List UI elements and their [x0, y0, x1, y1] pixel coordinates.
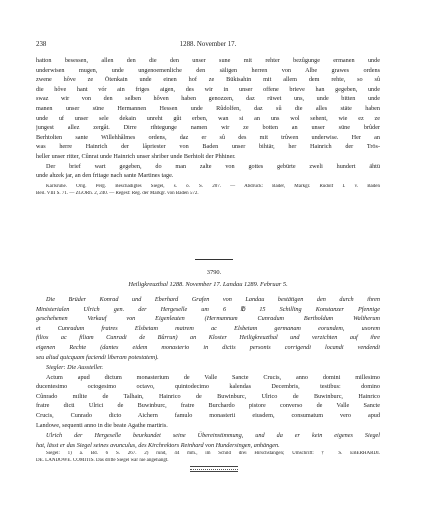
closing-summary [36, 431, 380, 450]
text-line: heller unser ritter, Cûnrat unde Hainrich unser shriber unde Berhtolt der Phhiner. [36, 153, 236, 161]
text-line: underwisen mugen, unde ungenoemenliche den säligen herren von Albe grawes ordens [36, 66, 380, 74]
text-line: manen unser süne Hermannen Hessen unde Rûdolfen, daz sû die alles stäte haben [36, 105, 380, 113]
latin-line: ducentesimo octogesimo octavo, quintodecimo kalendas Decembris, testibus: domino [36, 383, 380, 391]
summary-line: Ministerialen Ulrich gen. der Hergeselle um 6 ℔ 15 Schilling Konstanzer Pfennige [36, 305, 380, 313]
summary-line: filios ac filiam Cunradi de Bûrrun) an Kloster Heiligkreuzthal und verzichten auf ihre [36, 334, 380, 342]
note-line: DE. LANDOWE. COMITIS. Das dritte Siegel war nie angehängt. [36, 457, 169, 463]
document-date: Heiligkreuzthal 1288. November 17. Landau 1289. Februar 5. [128, 281, 288, 288]
document-number: 3790. [206, 269, 222, 276]
summary-line: geschehenen Verkauf von Eigenleuten (Hermannum Cunradum Bertholdum Waltherum [36, 315, 380, 323]
seal-notes [36, 451, 380, 465]
page-header [36, 40, 380, 49]
latin-text [36, 363, 380, 430]
latin-line: Landowe, sequenti anno in die beate Agathe martiris. [36, 421, 168, 429]
note-line: Karlsruhe. Orig. Perg. Beschädigtes Siegel, s. o. S. 207. — Abdruck: Bader, Markgr. Rudolf I. v. Baden [46, 184, 380, 189]
summary-line: seu aliud quicquam faciendi liberam potestatem). [36, 353, 159, 361]
running-title: 1288. November 17. [179, 41, 237, 48]
text-line: swaz wir von den selben hôven haben genozzen, daz rüwet uns, unde bitten unde [36, 95, 380, 103]
summary-line: et Cunradum fratres Elsbetam matrem ac Elsbetam germanam eorundem, uxorem [36, 324, 380, 332]
source-notes [36, 184, 380, 198]
sealer-line: Siegler: Die Aussteller. [46, 364, 104, 371]
latin-line: Cûnrado milite de Talhain, Hainrico de Buwinburc, Ulrico de Buwinburc, Hainrico [36, 392, 380, 400]
latin-line: Actum apud dictum monasterium de Valle Sancte Crucis, anno domini millesimo [46, 373, 380, 381]
text-line: hatton besessen, allen den die den unser sune mit rehter bezûgunge ermanen unde [36, 57, 380, 64]
text-line: jungest allez zergât. Dirre rihtegunge namen wir ze botten an unser süne brûder [36, 124, 380, 132]
regest-summary [36, 295, 380, 362]
page-number: 238 [36, 41, 47, 48]
text-line: unde uf unser sele dekain unreht gût erben, wan si an uns wol sehent, wie ez ze [36, 114, 380, 122]
latin-line: fratre dicti Ulrici de Buwinburc, fratre Burchardo pistore converso de Valle Sancte [36, 402, 380, 410]
summary-line: Die Brüder Konrad und Eberhard Grafen von Landau bestätigen den durch ihren [46, 296, 380, 303]
main-text [36, 56, 380, 181]
note-line: Beil. VIII S. 71. — ZGORh. 2, 240. — Regest: Reg. der Markgr. von Baden 572. [36, 190, 199, 196]
text-line: die hôve hant vór ain friges aigen, des wir in unser offene brieve han gegeben, unde [36, 85, 380, 93]
closing-line: hat, lässt er das Siegel seines avunculus, des Kirchrektors Reinhard von Hundersingen, anhängen. [36, 441, 280, 449]
end-ornament [190, 466, 238, 472]
text-line: Der brief wart gegeben, do man zalte von gottes gebürte zweli hundert ähtü [46, 162, 380, 170]
closing-line: Ulrich der Hergeselle beurkundet seine Übereinstimmung, und da er kein eigenes Siegel [46, 432, 380, 439]
summary-line: eigenen Rechte (dantes eidem monasterio in dictis personis corrigendi locandi vendendi [36, 344, 380, 352]
note-line: Siegel: 1) a. Bd. 6 S. 267. 2) rund, 44 mm., im Schild drei Hirschstangen; Umschrift: † S. EBERHARDI. [46, 451, 380, 456]
text-line: unde ahzek jar, an den fritage nach sante Martines tage. [36, 172, 174, 180]
latin-line: Crucis, Cunrado dicto Aichern famulo monasterii eiusdem, consumatum vero apud [36, 412, 380, 420]
text-line: zwene hôve ze Ötenkain unde einen hof ze Bükisahin mit allem dem rehte, so sû [36, 76, 380, 84]
section-divider [195, 259, 233, 260]
text-line: was herre Hainrich der låpriester von Baden unser bihtär, her Hainrich der Trös- [36, 143, 380, 151]
text-line: Berhtolten sante Willehhâlmes ordens, daz er sû des mit trûwen underwise. Her an [36, 133, 380, 141]
